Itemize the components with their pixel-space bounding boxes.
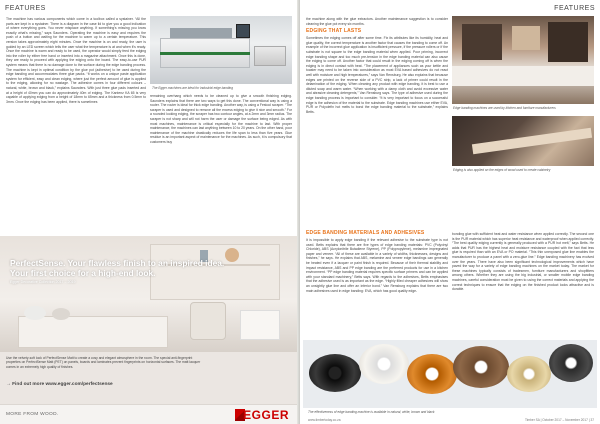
heading-edge-banding-materials: EDGE BANDING MATERIALS AND ADHESIVES (306, 230, 425, 236)
footer-website[interactable]: www.timbertoday.co.za (308, 418, 341, 422)
left-col1-text: The machine has various components which come in a toolbox called a systainer. “All the parts are kept in a systainer. There is a diagram in the case lid to give you a good indication of where everything goes. You never misplace anything. If something’s missing you know exactly what’s missing,” says Saunders. Operating the machine is easy and requires the push of a button and waiting for the machine to warm up to a certain temperature. This version takes approximately eight minutes. Once the machine is on and ready, the user is guided by an LED screen which tells the user what the temperature is at and when it’s ready. Once the machine is warm and ready to be used, the operator would simply feed the edging into the roller by either free hand or inserted into a magazine attachment. Once this is done, they are ready to proceed with applying the edging onto the board. The easy-to-use PUR system means that there is no damage done to the surface during the edge banding process. The machine is kept in optimal condition by the glue pot (adhesive) to be used during the edge banding and accommodates three glue packs. “It works on a unique paste application system for efficient, easy and clean edging, where just the perfect amount of glue is applied to the edging, allowing for no wastage. The adhesive comes in four different colours – natural, white, brown and black,” explains Saunders. With just three glue pads inserted and at a height of 40mm you can do approximately 40m of edging. The Kantenz KA 65 is very capable of applying edging from a height of 18mm to 65mm and a thickness from 0.5mm to 3mm. Once the edging has been applied, there is sometimes (6, 17, 146, 104)
egger-brand[interactable]: EGGER (243, 408, 289, 422)
right-page (300, 0, 600, 424)
roll-white (359, 344, 409, 384)
rolls-photo-caption: The effectiveness of edge banding machine is available in natural, white, brown and black (308, 410, 435, 414)
section-tag-right: FEATURES (554, 5, 595, 12)
ad-subtitle: Egger Decorative Collection 2017 – 2019 (10, 280, 76, 284)
ad-headline (10, 258, 224, 278)
right-col3-text: bonding glue with sufficient heat and water resistance when applied correctly. The second one is the PUR material which has superior heat resistance and waterproof when applied correctly. “The best quality edging currently is generally produced with a PUR hot melt,” says Betts. He adds that PUR has the highest heat and moisture resistance coupled with the fact that less glue is required than with an EVA or PO material. “This thin unexposed glue line enables the manufacturer to produce a panel with a zero-glue line.” Edge banding machinery has evolved over the years. There have also been significant technological improvements which have paved the way for a variety of edge banding machines on the market today. The market for these machines typically consists of tradesmen, furniture manufacturers and shopfitters among others. Whether they are using the big industrial, or smaller mobile edge banding machines, careful consideration must be given to using the correct materials and applying the correct techniques to ensure that the edging on the finished product looks attractive and is durable. (452, 232, 594, 292)
ad-body-text: Use the velvety-soft look of PerfectSense Matt to create a cosy and elegant atmosphere in the room. The special anti-fingerprint properties on PerfectSense Matt (PET) on panels, boards and laminates prevent fingerprints on horizontal surfaces. The matt lacquer comes in an extremely high quality of finishes. (6, 356, 201, 369)
egger-advertisement[interactable] (0, 236, 297, 424)
left-column-1 (6, 17, 146, 235)
right-column-2 (306, 228, 448, 340)
ad-hero-image (0, 236, 297, 352)
footer-issue: Timber SA | October 2017 – November 2017 | 37 (524, 418, 594, 422)
kitchen-photo-caption: Edge banding machines are used by kitchen and furniture manufacturers (453, 106, 556, 110)
roll-brown (453, 346, 509, 388)
roll-dark (549, 344, 593, 382)
roll-black (309, 354, 361, 392)
ad-headline-1: PerfectSense. Your flawless finish to an inspired idea. (10, 258, 225, 268)
kitchen-countertop (452, 66, 594, 86)
ad-pillow-2 (52, 308, 70, 320)
ad-chair (190, 302, 226, 340)
board-edge-photo (452, 116, 594, 166)
section-tag-left: FEATURES (5, 5, 46, 12)
machine-control-panel (236, 24, 250, 38)
right-column-1 (306, 17, 448, 227)
machine-side-unit (254, 46, 286, 66)
board-edge-strip (472, 128, 592, 155)
board-photo-caption: Edging is also applied on the edges of wood used to create cabinetry (453, 168, 551, 172)
machine-photo (150, 16, 292, 84)
right-col1-text: Sometimes the edging comes off after some time. Fix its attributes like its humidity, heat and glue quality, the correct temperature is another factor that causes the banding to come off. An example of the incorrect glue application is insufficient pressure, if the pressure rollers or if the substrate is not square to the edge banding material when applied. Poor priming, incorrect edge banding shape and too much pre-tension in the edge banding material can also cause the edging to come off. Another factor that could result in the edging coming off is when the edging is in direct contact with heat. “The placement of appliances such as your kettle and toaster may need to be taken into consideration as most EVA based adhesives do not react well with moisture and high temperatures,” says Van Rensburg. He also explains that because edges are printed on the reverse side of a PVC strip, a lack of primer could result in the delamination of the edging. When cleaning any product with edge banding, it is best to use a diluted soap and warm water. “When working with a damp cloth and avoid excessive water and abrasive cleaning detergents,” Van Rensburg says. The type of adhesive used during the edge banding process is important to consider. “It is very important to focus on a successful edge is the adhesion of the material to the substrate. Edge banding machines use either EVA, PUR or Polyolefin hot melts to bond the edge banding material to the substrate,” explains Betts. (306, 36, 448, 114)
right-col1-top: the machine along with the glue extractors. Another maintenance suggestion is to consider cleaning the glue pot every six months. (306, 17, 448, 26)
ad-more-from-wood: MORE FROM WOOD. (6, 412, 59, 417)
ad-footer (0, 404, 297, 424)
left-col2-text: remaining overhang which needs to be cleaned up to give a smooth finishing edging. Saunders explains that there are two ways to get this done. The conventional way is using a router. The router is ideal for thick edge banding. Another way, is using a Festool scraper. “The scraper is used and designed to remove all the excess edging to give it nice and smooth.” For a rounded looking edging, the scraper has two contour angles, at a 2mm and 3mm radius. The scraper is not sharp and will not harm the user or damage the surface being edged. As with most machines, maintenance is critical especially for the machine to last. With proper maintenance, the machines can last anything between 10 to 20 years. On the other hand, poor maintenance of the machine drastically reduces the life span to less than five years. Glue residue is an important aspect of maintenance for the machines. As such, it is compulsory that customers buy (150, 94, 292, 144)
kitchen-window (512, 26, 540, 50)
machine-stripe (160, 52, 250, 55)
machine-photo-caption: The Egger machines are ideal for industrial edge banding (152, 86, 233, 90)
kitchen-photo (452, 16, 594, 104)
ad-headline-2: Your first choice for a high-end look. (10, 268, 156, 278)
right-column-3 (452, 232, 594, 340)
ad-decor-ball (225, 248, 239, 262)
heading-edging-that-lasts: EDGING THAT LASTS (306, 28, 362, 35)
roll-natural (507, 356, 551, 392)
ad-pillow-1 (24, 306, 46, 320)
ad-body (6, 356, 206, 369)
ad-side-table (240, 310, 280, 340)
kitchen-cabinet-dark (462, 24, 502, 60)
right-col2-text: It is impossible to apply edge banding if the relevant adhesive to the substrate type is not used. Betts explains that there are five types of edge banding materials: PVC (Polyvinyl Chloride), ABS (Acrylonitrile Butadiene Styrene), PP (Polypropylene), melamine impregnated paper and veneer. “All of these are available in a variety of widths, thicknesses, designs and finishes,” he says. He explains that ABS, melamine and veneer edge bandings can generally be heated even if a lacquer or paint finish is required. Because of their thermal stability and impact resistance, ABS and PP edge banding are the preferred products for use in a kitchen environment. “PP edge banding material requires specific surface primers and can be applied with your standard machinery,” Betts says. With regards to the adhesives, Betts emphasises that the adhesive used is as important as the edge. “Highly filled cheaper adhesives will show an unsightly glue line and offer an inferior bond.” Van Rensburg explains that there are two main adhesives used in edge banding: EVA, which has good quality edge- (306, 238, 448, 293)
roll-orange (407, 354, 457, 394)
ad-sideboard (18, 316, 168, 348)
ad-find-out-more-link[interactable]: → Find out more www.egger.com/perfectsense (6, 382, 113, 387)
left-column-2 (150, 94, 292, 235)
kitchen-cabinet-right (548, 22, 588, 62)
edge-band-rolls-photo (303, 340, 597, 408)
